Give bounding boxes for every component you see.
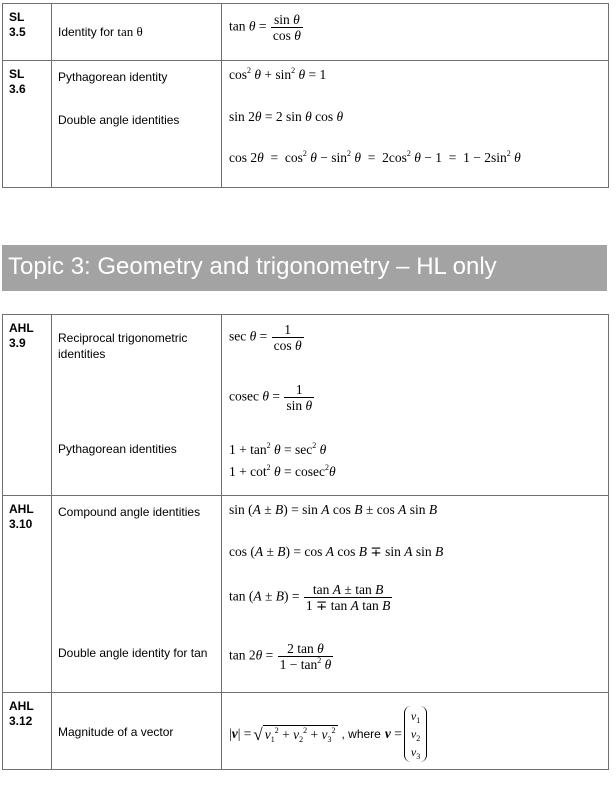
section-level: SL: [9, 67, 25, 81]
table-sl: [2, 3, 609, 188]
formula-cell: [222, 61, 609, 188]
topic-label: Pythagorean identities: [58, 442, 177, 456]
code-cell: [3, 693, 52, 770]
section-level: AHL: [9, 321, 34, 335]
formula-tan-double: tan 2θ = $\frac{\text{2 tan θ}}{1 - \tan^2 \theta}$: [229, 641, 332, 672]
formula-cell: [222, 315, 609, 496]
formula-cos-compound: cos (A ± B) = cos A cos B ∓ sin A sin B: [229, 544, 444, 559]
formula-magnitude: |v| = √ $v_1^2 + v_2^2 + v_3^2$ , where v = $v_1$ $v_2$ $v_3$: [229, 706, 427, 762]
table-row: [3, 4, 609, 61]
section-number: 3.5: [9, 25, 26, 39]
formula-cosec: cosec θ = $\frac{1}{\text{sin θ}}$: [229, 382, 313, 413]
topic-label: Double angle identity for tan: [58, 646, 208, 660]
section-number: 3.12: [9, 714, 33, 728]
section-number: 3.10: [9, 517, 33, 531]
formula-sec-pythag: $1 + \tan^2 \theta = \sec^2 \theta$: [229, 441, 327, 457]
code-cell: [3, 315, 52, 496]
formula-tan-identity: tan θ = $\frac{\text{sin θ}}{\text{cos θ}}$: [229, 12, 301, 43]
formula-cell: [222, 693, 609, 770]
table-row: [3, 693, 609, 770]
section-number: 3.6: [9, 82, 26, 96]
topic-banner: [2, 245, 607, 291]
topic-cell: [52, 496, 222, 693]
code-cell: [3, 496, 52, 693]
section-level: SL: [9, 10, 25, 24]
table-row: [3, 315, 609, 496]
where-text: , where: [341, 727, 381, 741]
topic-cell: [52, 693, 222, 770]
topic-label: Double angle identities: [58, 113, 180, 127]
formula-cos-double: $\cos 2\theta = \cos^2 \theta - \sin^2 \theta = 2\cos^2$ $\theta - 1 = 1 - 2\sin^2$ θ: [229, 149, 521, 165]
formula-cell: [222, 496, 609, 693]
topic-cell: [52, 4, 222, 61]
code-cell: [3, 4, 52, 61]
section-number: 3.9: [9, 336, 26, 350]
formula-sin-double: sin 2θ = 2 sin θ cos θ: [229, 109, 344, 124]
banner-title: Topic 3: Geometry and trigonometry – HL only: [8, 253, 497, 280]
code-cell: [3, 61, 52, 188]
table-hl: [2, 314, 609, 770]
topic-cell: [52, 61, 222, 188]
formula-sin-compound: sin (A ± B) = sin A cos B ± cos A sin B: [229, 502, 438, 517]
table-row: [3, 496, 609, 693]
tan-theta-inline: tan θ: [117, 24, 143, 39]
formula-sec: sec θ = $\frac{1}{\text{cos θ}}$: [229, 322, 302, 353]
formula-tan-compound: tan (A ± B) = $\frac{\text{tan A ± tan B}}{\text{1 ∓ tan A tan B}}$: [229, 582, 391, 613]
vector-column: $v_1$ $v_2$ $v_3$: [404, 706, 427, 762]
topic-label: Compound angle identities: [58, 505, 201, 519]
section-level: AHL: [9, 502, 34, 516]
section-level: AHL: [9, 699, 34, 713]
formula-cell: [222, 4, 609, 61]
topic-label: Identity for tan θ: [58, 24, 143, 39]
topic-label: Magnitude of a vector: [58, 725, 174, 739]
table-row: [3, 61, 609, 188]
formula-cosec-pythag: $1 + \cot^2 \theta = cosec^2\theta$: [229, 463, 336, 479]
topic-cell: [52, 315, 222, 496]
formula-pythagorean: $\cos^2 \theta + \sin^2 \theta = 1$: [229, 66, 327, 82]
topic-label: Pythagorean identity: [58, 70, 168, 84]
topic-label: Reciprocal trigonometric identities: [58, 331, 188, 361]
